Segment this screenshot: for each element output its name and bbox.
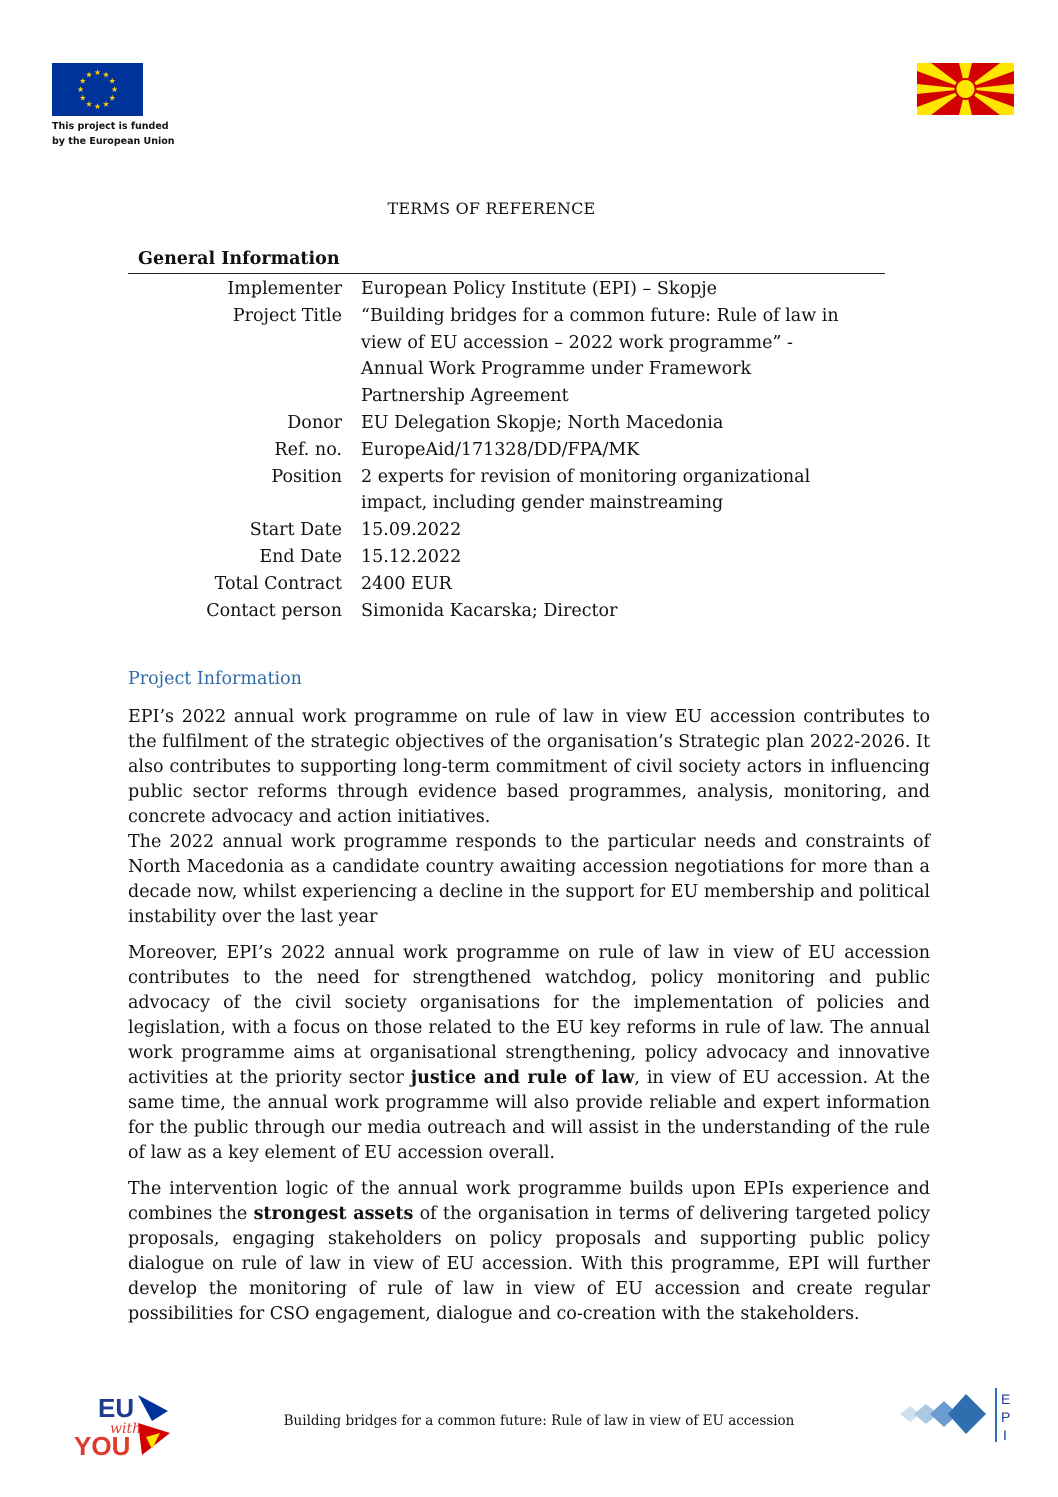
north-macedonia-flag xyxy=(917,63,1014,115)
info-value: 2400 EUR xyxy=(361,573,452,594)
info-row-implementer xyxy=(128,276,888,303)
eu-funding-caption xyxy=(52,119,212,149)
paragraph-3-bold: justice and rule of law xyxy=(410,1068,635,1088)
paragraph-3-text-b: , in view of EU accession. At the same time, the annual work programme will also provide reliable and expert information for the public through our media outreach and will assist in the understanding of the rule of law as a key element of EU accession overall. xyxy=(128,1068,930,1163)
info-value: 15.12.2022 xyxy=(361,546,462,567)
info-value: 2 experts for revision of monitoring organizational impact, including gender mainstreaming xyxy=(361,466,811,514)
project-information-heading: Project Information xyxy=(128,669,302,689)
paragraph-4-text-b: of the organisation in terms of delivering targeted policy proposals, engaging stakeholders on policy proposals and supporting public policy dialogue on rule of law in view of EU accession. With this programme, EPI will further develop the monitoring of rule of law in view of EU accession and create regular possibilities for CSO engagement, dialogue and co-creation with the stakeholders. xyxy=(128,1204,930,1324)
epi-letter-e: E xyxy=(1001,1391,1011,1407)
paragraph-3 xyxy=(128,941,930,1166)
info-label: Contact person xyxy=(206,600,342,621)
info-label: Ref. no. xyxy=(274,439,342,460)
info-row-end-date xyxy=(128,544,888,571)
table-divider xyxy=(128,273,885,274)
info-value: “Building bridges for a common future: Rule of law in view of EU accession – 2022 work programme” - Annual Work Programme under Framework Partnership Agreement xyxy=(361,305,839,407)
logo-text-with: with xyxy=(110,1421,142,1437)
paragraph-4-text-a: The intervention logic of the annual work programme builds upon EPIs experience and combines the xyxy=(128,1179,930,1224)
project-information-body xyxy=(128,705,930,1327)
info-label: Position xyxy=(271,466,342,487)
epi-logo xyxy=(900,1386,1020,1446)
paragraph-2: The 2022 annual work programme responds to the particular needs and constraints of North Macedonia as a candidate country awaiting accession negotiations for more than a decade now, whilst experiencing a decline in the support for EU membership and political instability over the last year xyxy=(128,832,930,927)
epi-letter-p: P xyxy=(1001,1409,1011,1425)
document-title: TERMS OF REFERENCE xyxy=(387,199,596,218)
info-row-total-contract xyxy=(128,571,888,598)
paragraph-3-text-a: Moreover, EPI’s 2022 annual work programme on rule of law in view of EU accession contributes to the need for strengthened watchdog, policy monitoring and public advocacy of the civil society organisations for the implementation of policies and legislation, with a focus on those related to the EU key reforms in rule of law. The annual work programme aims at organisational strengthening, policy advocacy and innovative activities at the priority sector xyxy=(128,943,930,1088)
info-label: End Date xyxy=(259,546,342,567)
info-label: Total Contract xyxy=(214,573,342,594)
general-information-table xyxy=(128,276,888,624)
info-value: European Policy Institute (EPI) – Skopje xyxy=(361,279,717,299)
info-row-start-date xyxy=(128,517,888,544)
info-row-position xyxy=(128,464,888,518)
paragraph-4 xyxy=(128,1177,930,1327)
logo-text-you: YOU xyxy=(74,1431,131,1459)
info-value: EU Delegation Skopje; North Macedonia xyxy=(361,412,724,433)
footer-project-title: Building bridges for a common future: Rule of law in view of EU accession xyxy=(283,1413,795,1429)
info-label: Start Date xyxy=(249,520,342,541)
logo-text-eu: EU xyxy=(98,1393,135,1423)
eu-flag-logo xyxy=(52,63,143,116)
info-label: Project Title xyxy=(232,305,342,326)
epi-letter-i: I xyxy=(1003,1427,1007,1443)
general-information-heading: General Information xyxy=(138,249,340,269)
eu-caption-line-1: This project is funded xyxy=(52,121,169,132)
info-value: 15.09.2022 xyxy=(361,520,462,541)
info-row-project-title xyxy=(128,303,888,410)
info-row-donor xyxy=(128,410,888,437)
info-label: Donor xyxy=(287,412,342,433)
info-row-ref-no xyxy=(128,437,888,464)
info-value: EuropeAid/171328/DD/FPA/MK xyxy=(361,439,640,460)
paragraph-1: EPI’s 2022 annual work programme on rule of law in view EU accession contributes to the fulfilment of the strategic objectives of the organisation’s Strategic plan 2022-2026. It also contributes to supporting long-term commitment of civil society actors in influencing public sector reforms through evidence based programmes, analysis, monitoring, and concrete advocacy and action initiatives. xyxy=(128,707,930,827)
paragraph-4-bold: strongest assets xyxy=(253,1204,414,1224)
info-value: Simonida Kacarska; Director xyxy=(361,600,618,621)
info-label: Implementer xyxy=(227,279,342,299)
eu-caption-line-2: by the European Union xyxy=(52,136,175,147)
info-row-contact-person xyxy=(128,598,888,625)
